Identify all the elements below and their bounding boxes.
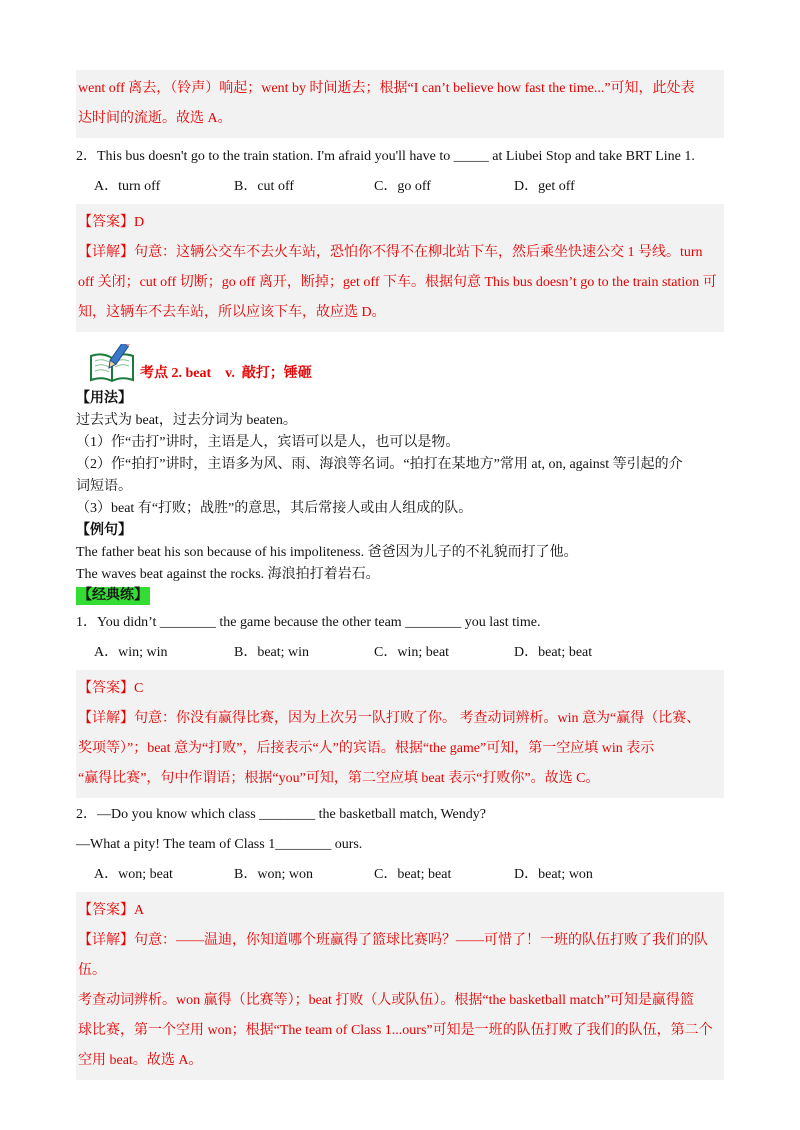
example-sentence: The father beat his son because of his impoliteness. 爸爸因为儿子的不礼貌而打了他。	[76, 545, 578, 560]
question-2-stem: 2．This bus doesn't go to the train station. I'm afraid you'll have to _____ at Liubei Stop and take BRT Line 1.	[76, 149, 695, 164]
option-d: D．get off	[514, 179, 575, 194]
option-d: D．beat; beat	[514, 645, 593, 660]
book-pencil-icon	[88, 344, 136, 384]
option-d: D．beat; won	[514, 867, 593, 882]
explanation-line: went off 离去，（铃声）响起；went by 时间逝去；根据“I can’t believe how fast the time...”可知，此处表	[78, 81, 695, 96]
explanation-line: 知，这辆车不去车站，所以应该下车，故应选 D。	[78, 305, 386, 320]
option-a: A．win; win	[94, 645, 168, 660]
option-a: A．won; beat	[94, 867, 173, 882]
practice-2-stem-reply: —What a pity! The team of Class 1________ ours.	[76, 837, 363, 852]
option-b: B．won; won	[234, 867, 313, 882]
examples-heading: 【例句】	[76, 523, 132, 538]
explanation-line: 球比赛，第一个空用 won；根据“The team of Class 1...ours”可知是一班的队伍打败了我们的队伍，第二个	[78, 1023, 713, 1038]
practice-2-stem: 2．—Do you know which class ________ the basketball match, Wendy?	[76, 807, 486, 822]
answer-line: 【答案】D	[78, 215, 145, 230]
document-page	[76, 70, 724, 1080]
practice-2-options	[76, 860, 724, 890]
explanation-line: 伍。	[78, 963, 106, 978]
explanation-line: 【详解】句意：你没有赢得比赛，因为上次另一队打败了你。 考查动词辨析。win 意为“赢得（比赛、	[78, 711, 701, 726]
option-a: A．turn off	[94, 179, 161, 194]
option-c: C．go off	[374, 179, 431, 194]
kaodian-title: 考点 2. beat v. 敲打；锤砸	[140, 366, 312, 381]
explanation-line: 【详解】句意：这辆公交车不去火车站，恐怕你不得不在柳北站下车，然后乘坐快速公交 1 号线。turn	[78, 245, 703, 260]
option-b: B．beat; win	[234, 645, 310, 660]
option-c: C．win; beat	[374, 645, 450, 660]
practice-1-stem: 1．You didn’t ________ the game because the other team ________ you last time.	[76, 615, 541, 630]
usage-line: 过去式为 beat，过去分词为 beaten。	[76, 413, 297, 428]
answer-line: 【答案】C	[78, 681, 144, 696]
option-b: B．cut off	[234, 179, 295, 194]
explanation-line: 考查动词辨析。won 赢得（比赛等）；beat 打败（人或队伍）。根据“the basketball match”可知是赢得篮	[78, 993, 694, 1008]
explanation-line: 奖项等）”；beat 意为“打败”，后接表示“人”的宾语。根据“the game”可知，第一空应填 win 表示	[78, 741, 655, 756]
question-2-answer-block	[76, 204, 724, 332]
usage-line: （2）作“拍打”讲时，主语多为风、雨、海浪等名词。“拍打在某地方”常用 at, on, against 等引起的介	[76, 457, 683, 472]
practice-heading: 【经典练】	[78, 588, 148, 603]
explanation-line: 达时间的流逝。故选 A。	[78, 111, 232, 126]
kaodian-heading	[88, 342, 724, 384]
option-c: C．beat; beat	[374, 867, 452, 882]
question-2-options	[76, 172, 724, 202]
explanation-line: off 关闭；cut off 切断；go off 离开，断掉；get off 下车。根据句意 This bus doesn’t go to the train station 可	[78, 275, 717, 290]
answer-line: 【答案】A	[78, 903, 145, 918]
explanation-line: 【详解】句意：——温迪，你知道哪个班赢得了篮球比赛吗？——可惜了！一班的队伍打败了我们的队	[78, 933, 708, 948]
top-explanation-block	[76, 70, 724, 138]
explanation-line: “赢得比赛”，句中作谓语；根据“you”可知，第二空应填 beat 表示“打败你”。故选 C。	[78, 771, 600, 786]
example-sentence: The waves beat against the rocks. 海浪拍打着岩石。	[76, 567, 380, 582]
explanation-line: 空用 beat。故选 A。	[78, 1053, 203, 1068]
usage-heading: 【用法】	[76, 391, 132, 406]
usage-line: 词短语。	[76, 479, 132, 494]
usage-line: （1）作“击打”讲时，主语是人，宾语可以是人，也可以是物。	[76, 435, 460, 450]
practice-2-answer-block	[76, 892, 724, 1080]
practice-1-answer-block	[76, 670, 724, 798]
usage-line: （3）beat 有“打败；战胜”的意思，其后常接人或由人组成的队。	[76, 501, 473, 516]
practice-1-options	[76, 638, 724, 668]
